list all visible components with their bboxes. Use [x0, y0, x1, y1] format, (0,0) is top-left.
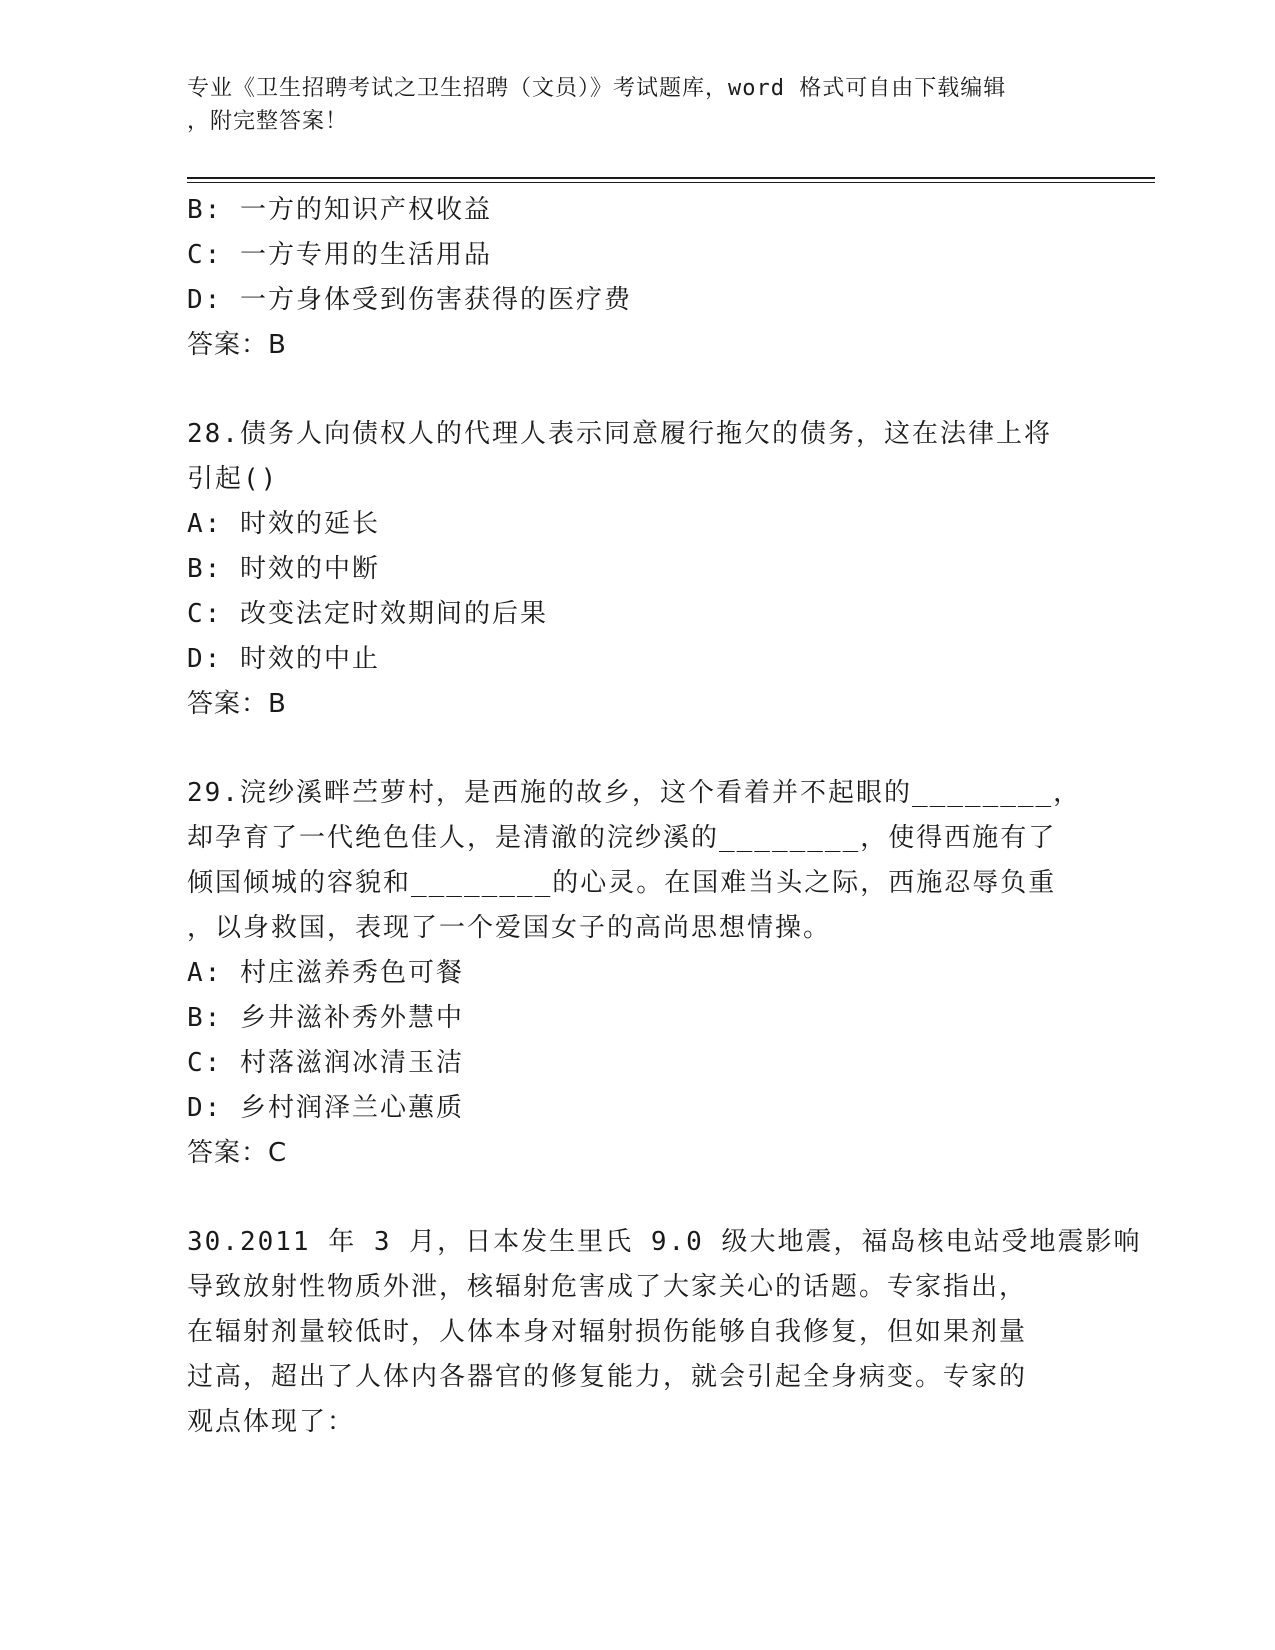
option-d: D: 一方身体受到伤害获得的医疗费 [187, 285, 632, 315]
question-29-stem-2: 却孕育了一代绝色佳人，是清澈的浣纱溪的________，使得西施有了 [187, 823, 1057, 853]
header-line-2: ，附完整答案！ [187, 109, 349, 134]
document-header [187, 72, 1087, 138]
question-28-stem-1: 28.债务人向债权人的代理人表示同意履行拖欠的债务，这在法律上将 [187, 419, 1052, 449]
header-line-1: 专业《卫生招聘考试之卫生招聘（文员）》考试题库，word 格式可自由下载编辑 [187, 76, 1007, 101]
option-c: C: 一方专用的生活用品 [187, 240, 492, 270]
option-d: D: 时效的中止 [187, 644, 380, 674]
answer-27: 答案：B [187, 330, 287, 360]
option-a: A: 村庄滋养秀色可餐 [187, 958, 464, 988]
question-30 [187, 1220, 1142, 1445]
question-30-stem-2: 导致放射性物质外泄，核辐射危害成了大家关心的话题。专家指出， [187, 1272, 1028, 1302]
question-29-stem-1: 29.浣纱溪畔苎萝村，是西施的故乡，这个看着并不起眼的________， [187, 778, 1082, 808]
question-30-stem-1: 30.2011 年 3 月，日本发生里氏 9.0 级大地震，福岛核电站受地震影响 [187, 1227, 1142, 1257]
question-30-stem-3: 在辐射剂量较低时，人体本身对辐射损伤能够自我修复，但如果剂量 [187, 1317, 1028, 1347]
option-a: A: 时效的延长 [187, 509, 380, 539]
question-29 [187, 771, 1082, 1176]
document-body [187, 188, 1142, 1445]
question-27-remainder [187, 188, 1077, 368]
answer-28: 答案：B [187, 689, 287, 719]
option-d: D: 乡村润泽兰心蕙质 [187, 1093, 464, 1123]
header-divider-thin [187, 182, 1155, 183]
option-c: C: 村落滋润冰清玉洁 [187, 1048, 464, 1078]
option-c: C: 改变法定时效期间的后果 [187, 599, 548, 629]
question-30-stem-5: 观点体现了： [187, 1407, 356, 1437]
option-b: B: 一方的知识产权收益 [187, 195, 492, 225]
option-b: B: 时效的中断 [187, 554, 380, 584]
question-29-stem-4: ，以身救国，表现了一个爱国女子的高尚思想情操。 [187, 913, 832, 943]
header-divider-thick [187, 177, 1155, 179]
question-29-stem-3: 倾国倾城的容貌和________的心灵。在国难当头之际，西施忍辱负重 [187, 868, 1057, 898]
question-28 [187, 412, 1077, 727]
question-28-stem-2: 引起() [187, 464, 279, 494]
answer-29: 答案：C [187, 1138, 288, 1168]
question-30-stem-4: 过高，超出了人体内各器官的修复能力，就会引起全身病变。专家的 [187, 1362, 1028, 1392]
option-b: B: 乡井滋补秀外慧中 [187, 1003, 464, 1033]
